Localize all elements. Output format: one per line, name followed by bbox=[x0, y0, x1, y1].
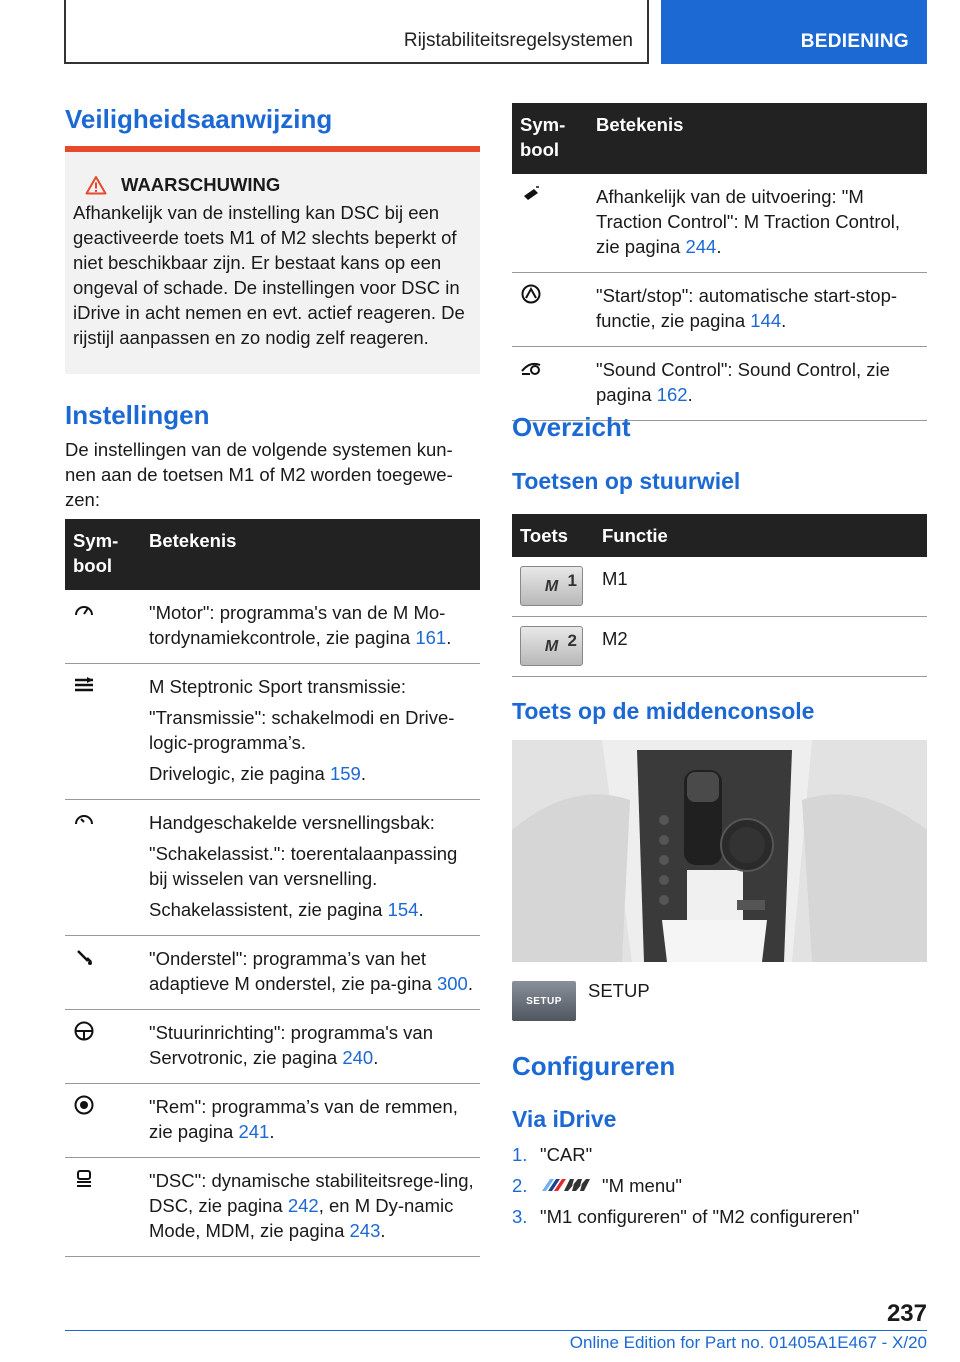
meaning-text: Handgeschakelde versnellingsbak: bbox=[149, 812, 435, 833]
traction-icon bbox=[520, 184, 542, 206]
gauge-icon bbox=[73, 600, 95, 622]
table-row bbox=[512, 347, 927, 421]
setup-row bbox=[512, 981, 927, 1021]
col-meaning-header: Betekenis bbox=[142, 519, 480, 590]
meaning-cell bbox=[589, 273, 927, 347]
section-label: BEDIENING bbox=[800, 31, 909, 52]
page-link[interactable]: 159 bbox=[329, 763, 361, 784]
table-row bbox=[65, 1158, 480, 1257]
meaning-cell bbox=[142, 1158, 480, 1257]
warning-label: WAARSCHUWING bbox=[121, 174, 281, 195]
settings2-row-symbol-cell bbox=[512, 347, 589, 421]
meaning-text: "Motor": programma's van de M Mo-tordynamiekcontrole, zie pagina 161. bbox=[149, 602, 452, 648]
settings2-row-symbol-cell bbox=[512, 174, 589, 273]
table-row bbox=[65, 800, 480, 936]
warning-text: Afhankelijk van de instelling kan DSC bij een geactiveerde toets M1 of M2 slechts beperkt of niet beschikbaar zijn. Er bestaat kans op een ongeval of schade. De instellingen voor DSC in iDrive in acht nemen en evt. actief reageren. De rijstijl aanpassen en zo nodig zelf reageren. bbox=[73, 202, 465, 348]
meaning-cell bbox=[142, 1084, 480, 1158]
configure-steps bbox=[512, 1142, 927, 1235]
center-console-image bbox=[512, 740, 927, 962]
m-key-button-image: M 2 bbox=[520, 626, 583, 666]
warning-triangle-icon bbox=[85, 175, 107, 195]
col-function-header: Functie bbox=[594, 514, 927, 557]
settings-row-symbol-cell bbox=[65, 664, 142, 800]
settings-row-symbol-cell bbox=[65, 1158, 142, 1257]
key-cell bbox=[512, 557, 594, 617]
dsc-icon bbox=[73, 1168, 95, 1190]
shift-assist-icon bbox=[73, 810, 95, 832]
header-section-tab[interactable] bbox=[661, 0, 927, 64]
footer-edition: Online Edition for Part no. 01405A1E467 - X/20 bbox=[569, 1333, 927, 1352]
page-link[interactable]: 243 bbox=[349, 1220, 381, 1241]
meaning-cell bbox=[142, 800, 480, 936]
step-3: 3. "M1 configureren" of "M2 configureren" bbox=[512, 1206, 860, 1227]
page-link[interactable]: 144 bbox=[750, 310, 782, 331]
settings2-row-symbol-cell bbox=[512, 273, 589, 347]
settings-table bbox=[65, 519, 480, 1257]
col-key-header: Toets bbox=[512, 514, 594, 557]
settings-heading: Instellingen bbox=[65, 400, 210, 430]
page-link[interactable]: 300 bbox=[436, 973, 468, 994]
col-meaning-header-2: Betekenis bbox=[589, 103, 927, 174]
key-cell bbox=[512, 617, 594, 677]
meaning-text: Schakelassistent, zie pagina 154. bbox=[149, 899, 424, 920]
page-link[interactable]: 161 bbox=[415, 627, 447, 648]
settings-row-symbol-cell bbox=[65, 590, 142, 664]
settings-row-symbol-cell bbox=[65, 936, 142, 1010]
sound-control-icon bbox=[520, 357, 542, 379]
settings-row-symbol-cell bbox=[65, 800, 142, 936]
table-row bbox=[65, 1084, 480, 1158]
via-idrive-heading: Via iDrive bbox=[512, 1106, 617, 1132]
meaning-text: "Rem": programma’s van de remmen, zie pagina 241. bbox=[149, 1096, 458, 1142]
page-link[interactable]: 154 bbox=[387, 899, 419, 920]
setup-button-image: SETUP bbox=[512, 981, 576, 1021]
meaning-cell bbox=[589, 347, 927, 421]
table-row bbox=[512, 174, 927, 273]
meaning-text: "Transmissie": schakelmodi en Drive-logic-programma’s. bbox=[149, 707, 455, 753]
footer-rule bbox=[65, 1330, 927, 1331]
setup-label: SETUP bbox=[588, 980, 650, 1001]
meaning-text: "Stuurinrichting": programma's van Servotronic, zie pagina 240. bbox=[149, 1022, 434, 1068]
meaning-text: M Steptronic Sport transmissie: bbox=[149, 676, 407, 697]
meaning-cell bbox=[589, 174, 927, 273]
settings-intro: De instellingen van de volgende systemen kun-nen aan de toetsen M1 of M2 worden toegewe-zen: bbox=[65, 439, 453, 510]
table-row bbox=[512, 617, 927, 677]
meaning-cell bbox=[142, 664, 480, 800]
table-row bbox=[65, 1010, 480, 1084]
page-link[interactable]: 241 bbox=[238, 1121, 270, 1142]
steering-wheel-icon bbox=[73, 1020, 95, 1042]
function-cell: M1 bbox=[594, 557, 927, 617]
m-stripes-icon bbox=[540, 1177, 592, 1193]
meaning-text: "Start/stop": automatische start-stop-functie, zie pagina 144. bbox=[596, 285, 898, 331]
step-1: 1. "CAR" bbox=[512, 1144, 593, 1165]
settings-table-continued bbox=[512, 103, 927, 421]
table-row bbox=[65, 664, 480, 800]
overview-heading: Overzicht bbox=[512, 412, 631, 442]
warning-title bbox=[85, 174, 472, 196]
table-row bbox=[512, 557, 927, 617]
meaning-text: Drivelogic, zie pagina 159. bbox=[149, 763, 366, 784]
keys-table bbox=[512, 514, 927, 677]
page-link[interactable]: 244 bbox=[685, 236, 717, 257]
page-number: 237 bbox=[886, 1300, 927, 1327]
col-symbol-header: Sym-bool bbox=[65, 519, 142, 590]
console-key-heading: Toets op de middenconsole bbox=[512, 698, 815, 724]
brake-icon bbox=[73, 1094, 95, 1116]
suspension-icon bbox=[73, 946, 95, 968]
meaning-text: "Schakelassist.": toerentalaanpassing bij wisselen van versnelling. bbox=[149, 843, 458, 889]
table-row bbox=[65, 936, 480, 1010]
settings-row-symbol-cell bbox=[65, 1010, 142, 1084]
step-2: 2. "M menu" bbox=[512, 1175, 682, 1196]
function-cell: M2 bbox=[594, 617, 927, 677]
configure-heading: Configureren bbox=[512, 1051, 676, 1081]
safety-heading: Veiligheidsaanwijzing bbox=[65, 104, 333, 134]
meaning-cell bbox=[142, 1010, 480, 1084]
chapter-title: Rijstabiliteitsregelsystemen bbox=[403, 30, 633, 51]
page-link[interactable]: 162 bbox=[656, 384, 688, 405]
start-stop-icon bbox=[520, 283, 542, 305]
col-symbol-header-2: Sym-bool bbox=[512, 103, 589, 174]
header-left-box bbox=[64, 0, 649, 64]
meaning-text: "Sound Control": Sound Control, zie pagina 162. bbox=[596, 359, 890, 405]
settings-row-symbol-cell bbox=[65, 1084, 142, 1158]
meaning-cell bbox=[142, 590, 480, 664]
warning-box bbox=[65, 146, 480, 374]
meaning-cell bbox=[142, 936, 480, 1010]
meaning-text: "DSC": dynamische stabiliteitsrege-ling, DSC, zie pagina 242, en M Dy-namic Mode, MDM, zie pagina 243. bbox=[149, 1170, 474, 1241]
meaning-text: "Onderstel": programma’s van het adaptieve M onderstel, zie pa-gina 300. bbox=[149, 948, 473, 994]
table-row bbox=[65, 590, 480, 664]
steering-keys-heading: Toetsen op stuurwiel bbox=[512, 468, 741, 494]
transmission-icon bbox=[73, 674, 95, 696]
m-key-button-image: M 1 bbox=[520, 566, 583, 606]
table-row bbox=[512, 273, 927, 347]
page-link[interactable]: 240 bbox=[342, 1047, 374, 1068]
meaning-text: Afhankelijk van de uitvoering: "M Traction Control": M Traction Control, zie pagina 244. bbox=[596, 186, 901, 257]
page-link[interactable]: 242 bbox=[287, 1195, 319, 1216]
